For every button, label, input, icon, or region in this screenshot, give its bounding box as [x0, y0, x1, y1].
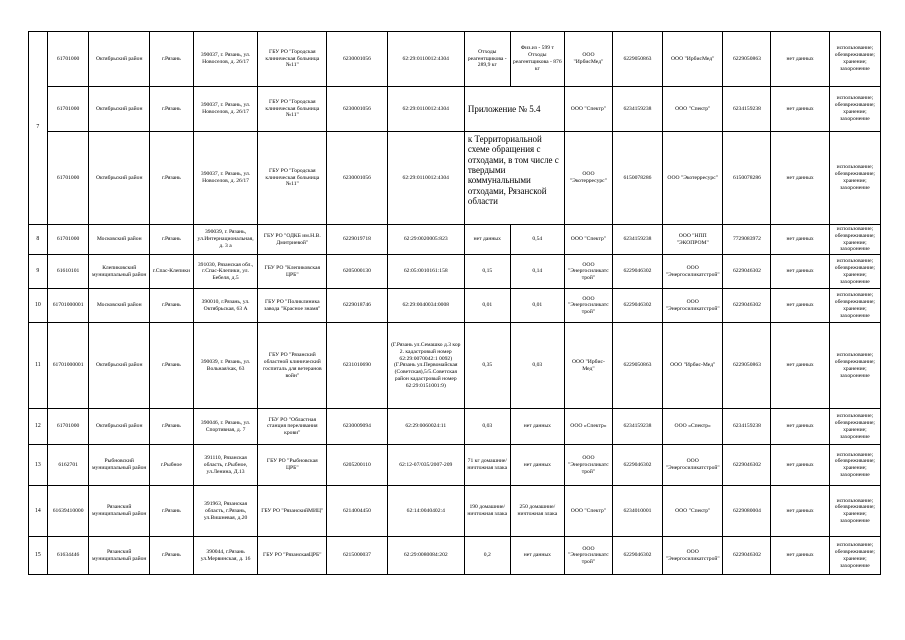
- address-cell: 390010, г.Рязань, ул. Октябрьская, 63 А: [193, 289, 258, 323]
- locality-cell: г.Рязань: [149, 132, 193, 225]
- operator-inn-cell: 6229046302: [612, 445, 662, 486]
- oktmo-cell: 61701000001: [47, 289, 89, 323]
- operator-cell: ООО «Спектр»: [564, 409, 612, 445]
- row-number-cell: 9: [29, 255, 48, 289]
- operator-cell: ООО "Спектр": [564, 87, 612, 132]
- appendix-title-cell: Приложение № 5.4: [464, 87, 564, 132]
- table-row: [29, 225, 881, 255]
- locality-cell: г.Рязань: [149, 537, 193, 575]
- source-name-cell: ГБУ РО "Клепиковская ЦРБ": [258, 255, 327, 289]
- table-row: [29, 537, 881, 575]
- operator-inn-cell: 6150078286: [612, 132, 662, 225]
- source-name-cell: ГБУ РО "Поликлиника завода "Красное знамя": [258, 289, 327, 323]
- inn-cell: 6231010690: [327, 323, 387, 409]
- cadastral-cell: 62:29:0080084:202: [387, 537, 464, 575]
- district-cell: Октябрьский район: [89, 32, 149, 87]
- license-cell: нет данных: [771, 225, 829, 255]
- row-number-cell: 12: [29, 409, 48, 445]
- row-number-cell: 7: [29, 32, 48, 225]
- operator-inn-cell: 6229046302: [612, 537, 662, 575]
- volume-1-cell: 0,35: [464, 323, 510, 409]
- source-name-cell: ГБУ РО "Рыбновская ЦРБ": [258, 445, 327, 486]
- address-cell: 390037, г. Рязань, ул. Новоселов, д. 26/17: [193, 87, 258, 132]
- appendix-subtitle-cell: к Территориальной схеме обращения с отходами, в том числе с твердыми коммунальными отходами, Рязанской области: [464, 132, 564, 225]
- operator-cell: ООО "Энергосиликатстрой": [564, 289, 612, 323]
- activity-cell: использование; обезвреживание; хранение; захоронение: [829, 537, 880, 575]
- license-cell: нет данных: [771, 445, 829, 486]
- row-number-cell: 11: [29, 323, 48, 409]
- license-cell: нет данных: [771, 87, 829, 132]
- volume-1-cell: 0,15: [464, 255, 510, 289]
- volume-2-cell: 0,14: [510, 255, 564, 289]
- receiver-inn-cell: 6229046302: [723, 445, 771, 486]
- activity-cell: использование; обезвреживание; хранение; захоронение: [829, 225, 880, 255]
- receiver-inn-cell: 6229046302: [723, 289, 771, 323]
- receiver-cell: ООО "Энергосиликатстрой": [662, 537, 722, 575]
- operator-inn-cell: 6234159238: [612, 225, 662, 255]
- inn-cell: 6230009094: [327, 409, 387, 445]
- source-name-cell: ГБУ РО "Рязанский областной клинический госпиталь для ветеранов войн": [258, 323, 327, 409]
- operator-cell: ООО "ИрбисМед": [564, 32, 612, 87]
- locality-cell: г.Рыбное: [149, 445, 193, 486]
- operator-cell: ООО "Спектр": [564, 486, 612, 537]
- cadastral-cell: (Г.Рязань ул.Семашко д.3 кор 2. кадастровый номер 62:29:0070042:1 0092) (Г.Рязань ул.Первомайская (Советская),5/5.Советская район кадастровый номер 62:29:0151001:9): [387, 323, 464, 409]
- license-cell: нет данных: [771, 323, 829, 409]
- oktmo-cell: 61701000: [47, 32, 89, 87]
- cadastral-cell: 62:12-07/035/2007-209: [387, 445, 464, 486]
- license-cell: нет данных: [771, 32, 829, 87]
- receiver-inn-cell: 7729083972: [723, 225, 771, 255]
- locality-cell: г.Рязань: [149, 409, 193, 445]
- row-number-cell: 15: [29, 537, 48, 575]
- volume-2-cell: Физ.из - 599 т Отходы реагентщикова - 876 кг: [510, 32, 564, 87]
- inn-cell: 6205000130: [327, 255, 387, 289]
- cadastral-cell: 62:29:0110012:4304: [387, 132, 464, 225]
- volume-2-cell: нет данных: [510, 409, 564, 445]
- locality-cell: г.Спас-Клепики: [149, 255, 193, 289]
- receiver-cell: ООО "Спектр": [662, 87, 722, 132]
- operator-cell: ООО "Энергосиликатстрой": [564, 445, 612, 486]
- district-cell: Октябрьский район: [89, 132, 149, 225]
- district-cell: Рязанский муниципальный район: [89, 537, 149, 575]
- oktmo-cell: 6162701: [47, 445, 89, 486]
- volume-2-cell: нет данных: [510, 445, 564, 486]
- operator-inn-cell: 6229046302: [612, 255, 662, 289]
- source-name-cell: ГБУ РО "РязанскаяЦРБ": [258, 537, 327, 575]
- receiver-cell: ООО "ИрбисМед": [662, 32, 722, 87]
- district-cell: Октябрьский район: [89, 409, 149, 445]
- receiver-inn-cell: 6234159238: [723, 87, 771, 132]
- oktmo-cell: 61610101: [47, 255, 89, 289]
- license-cell: нет данных: [771, 486, 829, 537]
- table-row: [29, 289, 881, 323]
- table-row: [29, 409, 881, 445]
- license-cell: нет данных: [771, 289, 829, 323]
- locality-cell: г.Рязань: [149, 289, 193, 323]
- source-name-cell: ГБУ РО "РязанскийМИЦ": [258, 486, 327, 537]
- operator-inn-cell: 6234159238: [612, 87, 662, 132]
- address-cell: 390046, г. Рязань, ул. Спортивная, д. 7: [193, 409, 258, 445]
- license-cell: нет данных: [771, 255, 829, 289]
- district-cell: Октябрьский район: [89, 323, 149, 409]
- inn-cell: 6214004450: [327, 486, 387, 537]
- activity-cell: использование; обезвреживание; хранение; захоронение: [829, 132, 880, 225]
- table-row: [29, 32, 881, 87]
- locality-cell: г.Рязань: [149, 225, 193, 255]
- district-cell: Октябрьский район: [89, 87, 149, 132]
- address-cell: 391110, Рязанская область, г.Рыбное, ул.Ленина, Д.13: [193, 445, 258, 486]
- oktmo-cell: 61701000: [47, 132, 89, 225]
- activity-cell: использование; обезвреживание; хранение; захоронение: [829, 486, 880, 537]
- inn-cell: 6205200110: [327, 445, 387, 486]
- receiver-cell: ООО "Экотерресурс": [662, 132, 722, 225]
- inn-cell: 6229019718: [327, 225, 387, 255]
- operator-cell: ООО "Экотерресурс": [564, 132, 612, 225]
- address-cell: 390037, г. Рязань, ул. Новоселов, д. 26/17: [193, 132, 258, 225]
- oktmo-cell: 61701000: [47, 409, 89, 445]
- receiver-cell: ООО "Спектр": [662, 486, 722, 537]
- receiver-inn-cell: 6229080004: [723, 486, 771, 537]
- table-row: [29, 87, 881, 132]
- inn-cell: 6230001056: [327, 32, 387, 87]
- operator-cell: ООО "Энергосиликатстрой": [564, 255, 612, 289]
- source-name-cell: ГБУ РО "ОДКБ им.Н.В. Дмитриевой": [258, 225, 327, 255]
- table-row: [29, 132, 881, 225]
- waste-sources-table: [28, 31, 881, 575]
- receiver-cell: ООО "Энергосиликатстрой": [662, 255, 722, 289]
- locality-cell: г.Рязань: [149, 486, 193, 537]
- address-cell: 390039, г. Рязань, ул. Вольная/как, 63: [193, 323, 258, 409]
- license-cell: нет данных: [771, 132, 829, 225]
- cadastral-cell: 62:05:0010161:158: [387, 255, 464, 289]
- receiver-inn-cell: 6234159238: [723, 409, 771, 445]
- volume-1-cell: Отходы реагентщикова - 289,9 кг: [464, 32, 510, 87]
- activity-cell: использование; обезвреживание; хранение; захоронение: [829, 87, 880, 132]
- operator-cell: ООО "Ирбис-Мед": [564, 323, 612, 409]
- table-row: [29, 255, 881, 289]
- oktmo-cell: 61701000: [47, 87, 89, 132]
- document-page: [28, 31, 881, 575]
- volume-2-cell: 0,03: [510, 323, 564, 409]
- district-cell: Московский район: [89, 225, 149, 255]
- operator-inn-cell: 6229050863: [612, 323, 662, 409]
- receiver-inn-cell: 6150078286: [723, 132, 771, 225]
- activity-cell: использование; обезвреживание; хранение; захоронение: [829, 32, 880, 87]
- table-row: [29, 323, 881, 409]
- volume-2-cell: 0,01: [510, 289, 564, 323]
- volume-1-cell: нет данных: [464, 225, 510, 255]
- operator-inn-cell: 6229046302: [612, 289, 662, 323]
- operator-inn-cell: 6234159238: [612, 409, 662, 445]
- volume-2-cell: 0,54: [510, 225, 564, 255]
- inn-cell: 6229018746: [327, 289, 387, 323]
- cadastral-cell: 62:14:0040402:4: [387, 486, 464, 537]
- activity-cell: использование; обезвреживание; хранение; захоронение: [829, 289, 880, 323]
- inn-cell: 6230001056: [327, 87, 387, 132]
- volume-1-cell: 0,03: [464, 409, 510, 445]
- oktmo-cell: 61701000001: [47, 323, 89, 409]
- volume-1-cell: 71 кг домашние/ничтожная злака: [464, 445, 510, 486]
- activity-cell: использование; обезвреживание; хранение; захоронение: [829, 409, 880, 445]
- source-name-cell: ГБУ РО "Городская клиническая больница №11": [258, 132, 327, 225]
- address-cell: 390039, г. Рязань, ул.Интернациональная, д. 3 а: [193, 225, 258, 255]
- receiver-cell: ООО "Энергосиликатстрой": [662, 445, 722, 486]
- receiver-inn-cell: 6229050863: [723, 323, 771, 409]
- volume-2-cell: нет данных: [510, 537, 564, 575]
- operator-cell: ООО "Спектр": [564, 225, 612, 255]
- address-cell: 390044, г.Рязань ул.Мервинская, д. 16: [193, 537, 258, 575]
- oktmo-cell: 61634446: [47, 537, 89, 575]
- cadastral-cell: 62:29:0020005:823: [387, 225, 464, 255]
- oktmo-cell: 61639410000: [47, 486, 89, 537]
- address-cell: 390037, г. Рязань, ул. Новоселов, д. 26/17: [193, 32, 258, 87]
- operator-inn-cell: 6234010001: [612, 486, 662, 537]
- row-number-cell: 10: [29, 289, 48, 323]
- oktmo-cell: 61701000: [47, 225, 89, 255]
- operator-cell: ООО "Энергосиликатстрой": [564, 537, 612, 575]
- table-row: [29, 445, 881, 486]
- inn-cell: 6215000037: [327, 537, 387, 575]
- receiver-cell: ООО "Энергосиликатстрой": [662, 289, 722, 323]
- volume-2-cell: 250 домашние/ничтожная злака: [510, 486, 564, 537]
- receiver-cell: ООО "НПП "ЭКОПРОМ": [662, 225, 722, 255]
- table-row: [29, 486, 881, 537]
- license-cell: нет данных: [771, 409, 829, 445]
- volume-1-cell: 0,01: [464, 289, 510, 323]
- activity-cell: использование; обезвреживание; хранение; захоронение: [829, 255, 880, 289]
- locality-cell: г.Рязань: [149, 323, 193, 409]
- receiver-cell: ООО "Ирбис-Мед": [662, 323, 722, 409]
- address-cell: 391963, Рязанская область, г.Рязань, ул.Вишневая, д.20: [193, 486, 258, 537]
- inn-cell: 6230001056: [327, 132, 387, 225]
- source-name-cell: ГБУ РО "Областная станция переливания крови": [258, 409, 327, 445]
- receiver-cell: ООО «Спектр»: [662, 409, 722, 445]
- receiver-inn-cell: 6229046302: [723, 255, 771, 289]
- district-cell: Московский район: [89, 289, 149, 323]
- cadastral-cell: 62:29:0040034:0008: [387, 289, 464, 323]
- row-number-cell: 14: [29, 486, 48, 537]
- volume-1-cell: 0,2: [464, 537, 510, 575]
- source-name-cell: ГБУ РО "Городская клиническая больница №11": [258, 32, 327, 87]
- cadastral-cell: 62:29:0110012:4304: [387, 87, 464, 132]
- receiver-inn-cell: 6229046302: [723, 537, 771, 575]
- row-number-cell: 8: [29, 225, 48, 255]
- row-number-cell: 13: [29, 445, 48, 486]
- cadastral-cell: 62:29:0110012:4304: [387, 32, 464, 87]
- receiver-inn-cell: 6229050863: [723, 32, 771, 87]
- volume-1-cell: 190 домашние/ничтожная злака: [464, 486, 510, 537]
- district-cell: Клепиковский муниципальный район: [89, 255, 149, 289]
- license-cell: нет данных: [771, 537, 829, 575]
- activity-cell: использование; обезвреживание; хранение; захоронение: [829, 323, 880, 409]
- source-name-cell: ГБУ РО "Городская клиническая больница №11": [258, 87, 327, 132]
- operator-inn-cell: 6229050863: [612, 32, 662, 87]
- address-cell: 391030, Рязанская обл., г.Спас-Клепики, ул. Бебеля, д.5: [193, 255, 258, 289]
- cadastral-cell: 62:29:0060024:11: [387, 409, 464, 445]
- activity-cell: использование; обезвреживание; хранение; захоронение: [829, 445, 880, 486]
- district-cell: Рязанский муниципальный район: [89, 486, 149, 537]
- district-cell: Рыбновский муниципальный район: [89, 445, 149, 486]
- locality-cell: г.Рязань: [149, 87, 193, 132]
- locality-cell: г.Рязань: [149, 32, 193, 87]
